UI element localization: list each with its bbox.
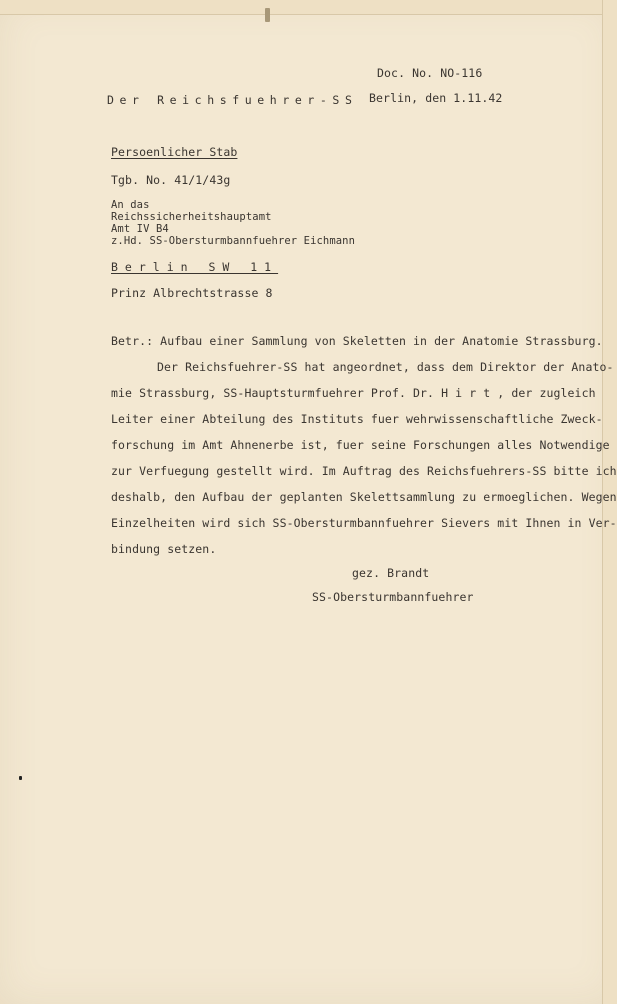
body-line: deshalb, den Aufbau der geplanten Skelettsammlung zu ermoeglichen. Wegen	[111, 490, 617, 504]
body-line: Leiter einer Abteilung des Instituts fuer wehrwissenschaftliche Zweck-	[111, 412, 603, 426]
recipient-street: Prinz Albrechtstrasse 8	[111, 286, 273, 300]
body-line: Einzelheiten wird sich SS-Obersturmbannfuehrer Sievers mit Ihnen in Ver-	[111, 516, 617, 530]
place-date: Berlin, den 1.11.42	[369, 91, 503, 105]
doc-number: Doc. No. NO-116	[377, 66, 483, 80]
recipient-line: Reichssicherheitshauptamt	[111, 211, 272, 223]
page-top-edge	[0, 0, 617, 15]
signature-rank: SS-Obersturmbannfuehrer	[312, 590, 474, 604]
body-line: Der Reichsfuehrer-SS hat angeordnet, dass dem Direktor der Anato-	[157, 360, 614, 374]
signature-name: gez. Brandt	[352, 566, 430, 580]
body-line: zur Verfuegung gestellt wird. Im Auftrag des Reichsfuehrers-SS bitte ich	[111, 464, 617, 478]
recipient-line: Amt IV B4	[111, 223, 169, 235]
department: Persoenlicher Stab	[111, 145, 238, 159]
recipient-city: Berlin SW 11	[111, 260, 279, 274]
body-line: forschung im Amt Ahnenerbe ist, fuer seine Forschungen alles Notwendige	[111, 438, 610, 452]
sender: Der Reichsfuehrer-SS	[107, 93, 358, 107]
reference-number: Tgb. No. 41/1/43g	[111, 173, 231, 187]
body-line: bindung setzen.	[111, 542, 217, 556]
recipient-line: An das	[111, 199, 150, 211]
body-line: mie Strassburg, SS-Hauptsturmfuehrer Prof. Dr. H i r t , der zugleich	[111, 386, 596, 400]
recipient-line: z.Hd. SS-Obersturmbannfuehrer Eichmann	[111, 235, 356, 247]
staple-mark	[265, 8, 270, 22]
subject-line: Betr.: Aufbau einer Sammlung von Skeletten in der Anatomie Strassburg.	[111, 334, 603, 348]
punch-mark	[19, 776, 22, 780]
